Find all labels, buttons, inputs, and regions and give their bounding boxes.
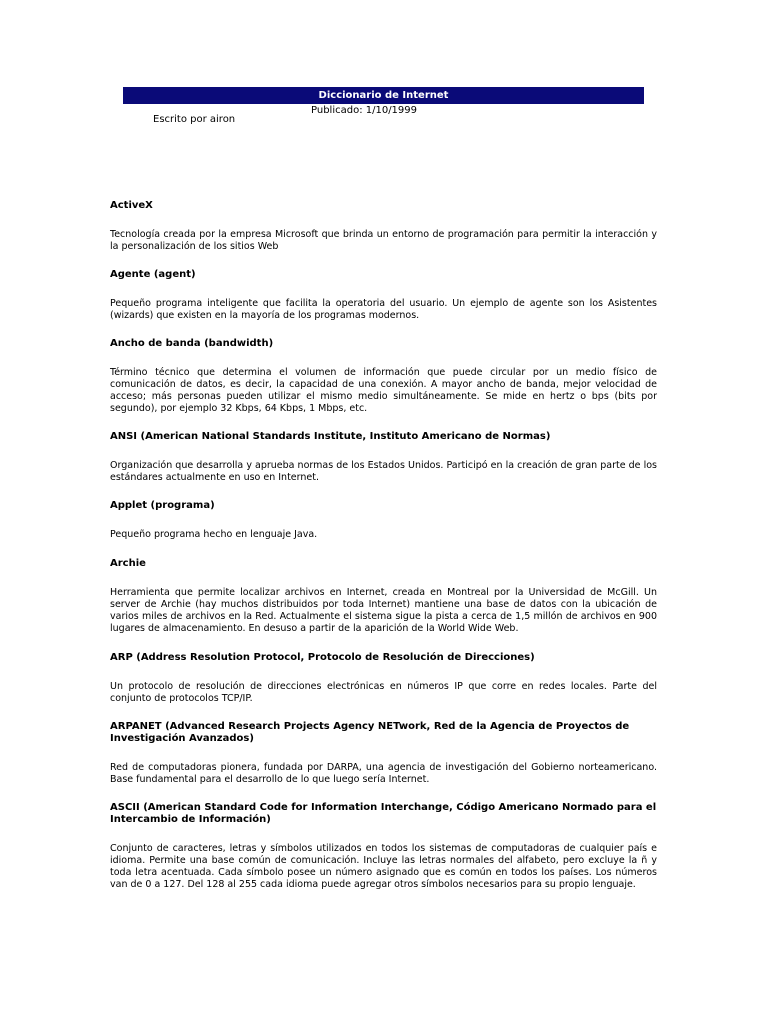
entry-definition: Pequeño programa hecho en lenguaje Java. bbox=[110, 529, 318, 540]
publish-date: Publicado: 1/10/1999 bbox=[311, 105, 418, 116]
entry-definition: Red de computadoras pionera, fundada por DARPA, una agencia de investigación del Gobierno norteamericano. Base fundamental para el desarrollo de lo que luego sería Internet. bbox=[110, 762, 657, 785]
entry-term: ANSI (American National Standards Institute, Instituto Americano de Normas) bbox=[110, 431, 551, 442]
entry-term: Applet (programa) bbox=[110, 500, 215, 511]
entry-term: ASCII (American Standard Code for Information Interchange, Código Americano Normado para el Intercambio de Información) bbox=[110, 802, 657, 825]
entry-definition: Conjunto de caracteres, letras y símbolos utilizados en todos los sistemas de computadoras de cualquier país e idioma. Permite una base común de comunicación. Incluye las letras normales del alfabeto, pero excluye la ñ y toda letra acentuada. Cada símbolo posee un número asignado que es común en todos los países. Los números van de 0 a 127. Del 128 al 255 cada idioma puede agregar otros símbolos necesarios para su propio lenguaje. bbox=[110, 843, 657, 890]
entry-term: Archie bbox=[110, 558, 146, 569]
entry-definition: Herramienta que permite localizar archivos en Internet, creada en Montreal por la Universidad de McGill. Un server de Archie (hay muchos distribuidos por toda Internet) mantiene una base de datos con la ubicación de varios miles de archivos en la Red. Actualmente el sistema sigue la pista a cerca de 1,5 millón de archivos en 900 lugares de almacenamiento. En desuso a partir de la aparición de la World Wide Web. bbox=[110, 587, 657, 634]
entry-definition: Tecnología creada por la empresa Microsoft que brinda un entorno de programación para permitir la interacción y la personalización de los sitios Web bbox=[110, 229, 657, 252]
entry-term: ARPANET (Advanced Research Projects Agency NETwork, Red de la Agencia de Proyectos de Investigación Avanzados) bbox=[110, 721, 630, 744]
entry-definition: Un protocolo de resolución de direcciones electrónicas en números IP que corre en redes locales. Parte del conjunto de protocolos TCP/IP. bbox=[110, 681, 657, 704]
entry-term: Ancho de banda (bandwidth) bbox=[110, 338, 274, 349]
entry-definition: Pequeño programa inteligente que facilita la operatoria del usuario. Un ejemplo de agente son los Asistentes (wizards) que existen en la mayoría de los programas modernos. bbox=[110, 298, 657, 321]
dictionary-content bbox=[110, 200, 657, 891]
author-line: Escrito por airon bbox=[153, 114, 236, 125]
entry-term: ActiveX bbox=[110, 200, 153, 211]
entry-term: Agente (agent) bbox=[110, 269, 196, 280]
entry-definition: Término técnico que determina el volumen de información que puede circular por un medio físico de comunicación de datos, es decir, la capacidad de una conexión. A mayor ancho de banda, mejor velocidad de acceso; más personas pueden utilizar el mismo medio simultáneamente. Se mide en hertz o bps (bits por segundo), por ejemplo 32 Kbps, 64 Kbps, 1 Mbps, etc. bbox=[110, 367, 657, 414]
page-title: Diccionario de Internet bbox=[123, 87, 644, 104]
entry-term: ARP (Address Resolution Protocol, Protocolo de Resolución de Direcciones) bbox=[110, 652, 535, 663]
entry-definition: Organización que desarrolla y aprueba normas de los Estados Unidos. Participó en la creación de gran parte de los estándares actualmente en uso en Internet. bbox=[110, 460, 657, 483]
